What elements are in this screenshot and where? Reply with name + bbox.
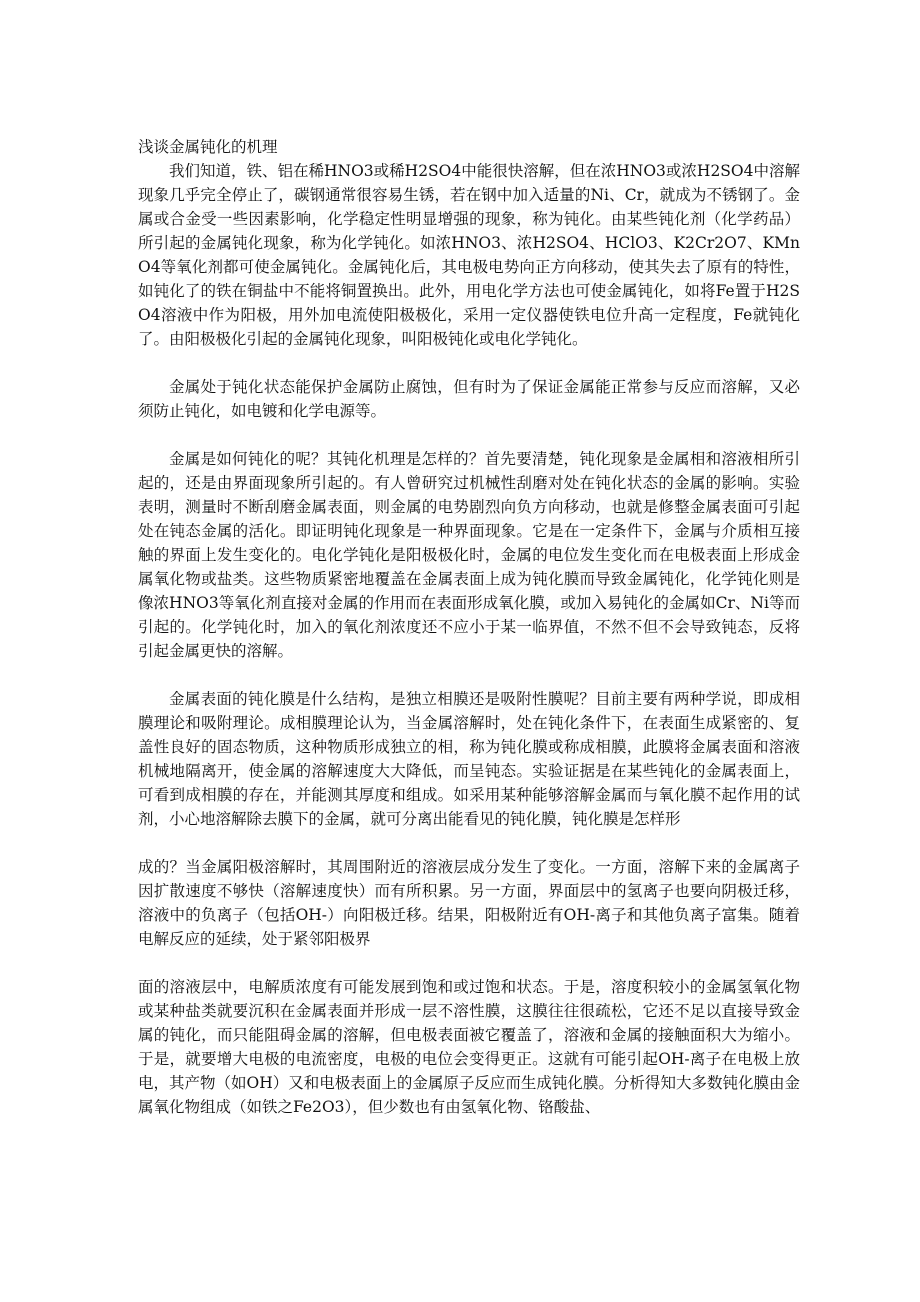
paragraph-2: 金属处于钝化状态能保护金属防止腐蚀，但有时为了保证金属能正常参与反应而溶解，又必须防止钝化，如电镀和化学电源等。 [138, 378, 800, 420]
document-body [138, 135, 800, 1119]
paragraph-6: 面的溶液层中，电解质浓度有可能发展到饱和或过饱和状态。于是，溶度积较小的金属氢氧化物或某种盐类就要沉积在金属表面并形成一层不溶性膜，这膜往往很疏松，它还不足以直接导致金属的钝化，而只能阻碍金属的溶解，但电极表面被它覆盖了，溶液和金属的接触面积大为缩小。于是，就要增大电极的电流密度，电极的电位会变得更正。这就有可能引起OH-离子在电极上放电，其产物（如OH）又和电极表面上的金属原子反应而生成钝化膜。分析得知大多数钝化膜由金属氧化物组成（如铁之Fe2O3），但少数也有由氢氧化物、铬酸盐、 [138, 978, 800, 1116]
document-title: 浅谈金属钝化的机理 [138, 138, 278, 156]
paragraph-3: 金属是如何钝化的呢？其钝化机理是怎样的？首先要清楚，钝化现象是金属相和溶液相所引起的，还是由界面现象所引起的。有人曾研究过机械性刮磨对处在钝化状态的金属的影响。实验表明，测量时不断刮磨金属表面，则金属的电势剧烈向负方向移动，也就是修整金属表面可引起处在钝态金属的活化。即证明钝化现象是一种界面现象。它是在一定条件下，金属与介质相互接触的界面上发生变化的。电化学钝化是阳极极化时，金属的电位发生变化而在电极表面上形成金属氧化物或盐类。这些物质紧密地覆盖在金属表面上成为钝化膜而导致金属钝化，化学钝化则是像浓HNO3等氧化剂直接对金属的作用而在表面形成氧化膜，或加入易钝化的金属如Cr、Ni等而引起的。化学钝化时，加入的氧化剂浓度还不应小于某一临界值，不然不但不会导致钝态，反将引起金属更快的溶解。 [138, 450, 800, 660]
paragraph-4: 金属表面的钝化膜是什么结构，是独立相膜还是吸附性膜呢？目前主要有两种学说，即成相膜理论和吸附理论。成相膜理论认为，当金属溶解时，处在钝化条件下，在表面生成紧密的、复盖性良好的固态物质，这种物质形成独立的相，称为钝化膜或称成相膜，此膜将金属表面和溶液机械地隔离开，使金属的溶解速度大大降低，而呈钝态。实验证据是在某些钝化的金属表面上，可看到成相膜的存在，并能测其厚度和组成。如采用某种能够溶解金属而与氧化膜不起作用的试剂，小心地溶解除去膜下的金属，就可分离出能看见的钝化膜，钝化膜是怎样形 [138, 690, 800, 828]
paragraph-1: 我们知道，铁、铝在稀HNO3或稀H2SO4中能很快溶解，但在浓HNO3或浓H2SO4中溶解现象几乎完全停止了，碳钢通常很容易生锈，若在钢中加入适量的Ni、Cr，就成为不锈钢了。金属或合金受一些因素影响，化学稳定性明显增强的现象，称为钝化。由某些钝化剂（化学药品）所引起的金属钝化现象，称为化学钝化。如浓HNO3、浓H2SO4、HClO3、K2Cr2O7、KMnO4等氧化剂都可使金属钝化。金属钝化后，其电极电势向正方向移动，使其失去了原有的特性，如钝化了的铁在铜盐中不能将铜置换出。此外，用电化学方法也可使金属钝化，如将Fe置于H2SO4溶液中作为阳极，用外加电流使阳极极化，采用一定仪器使铁电位升高一定程度，Fe就钝化了。由阳极极化引起的金属钝化现象，叫阳极钝化或电化学钝化。 [138, 162, 800, 348]
paragraph-5: 成的？当金属阳极溶解时，其周围附近的溶液层成分发生了变化。一方面，溶解下来的金属离子因扩散速度不够快（溶解速度快）而有所积累。另一方面，界面层中的氢离子也要向阴极迁移，溶液中的负离子（包括OH-）向阳极迁移。结果，阳极附近有OH-离子和其他负离子富集。随着电解反应的延续，处于紧邻阳极界 [138, 858, 800, 948]
